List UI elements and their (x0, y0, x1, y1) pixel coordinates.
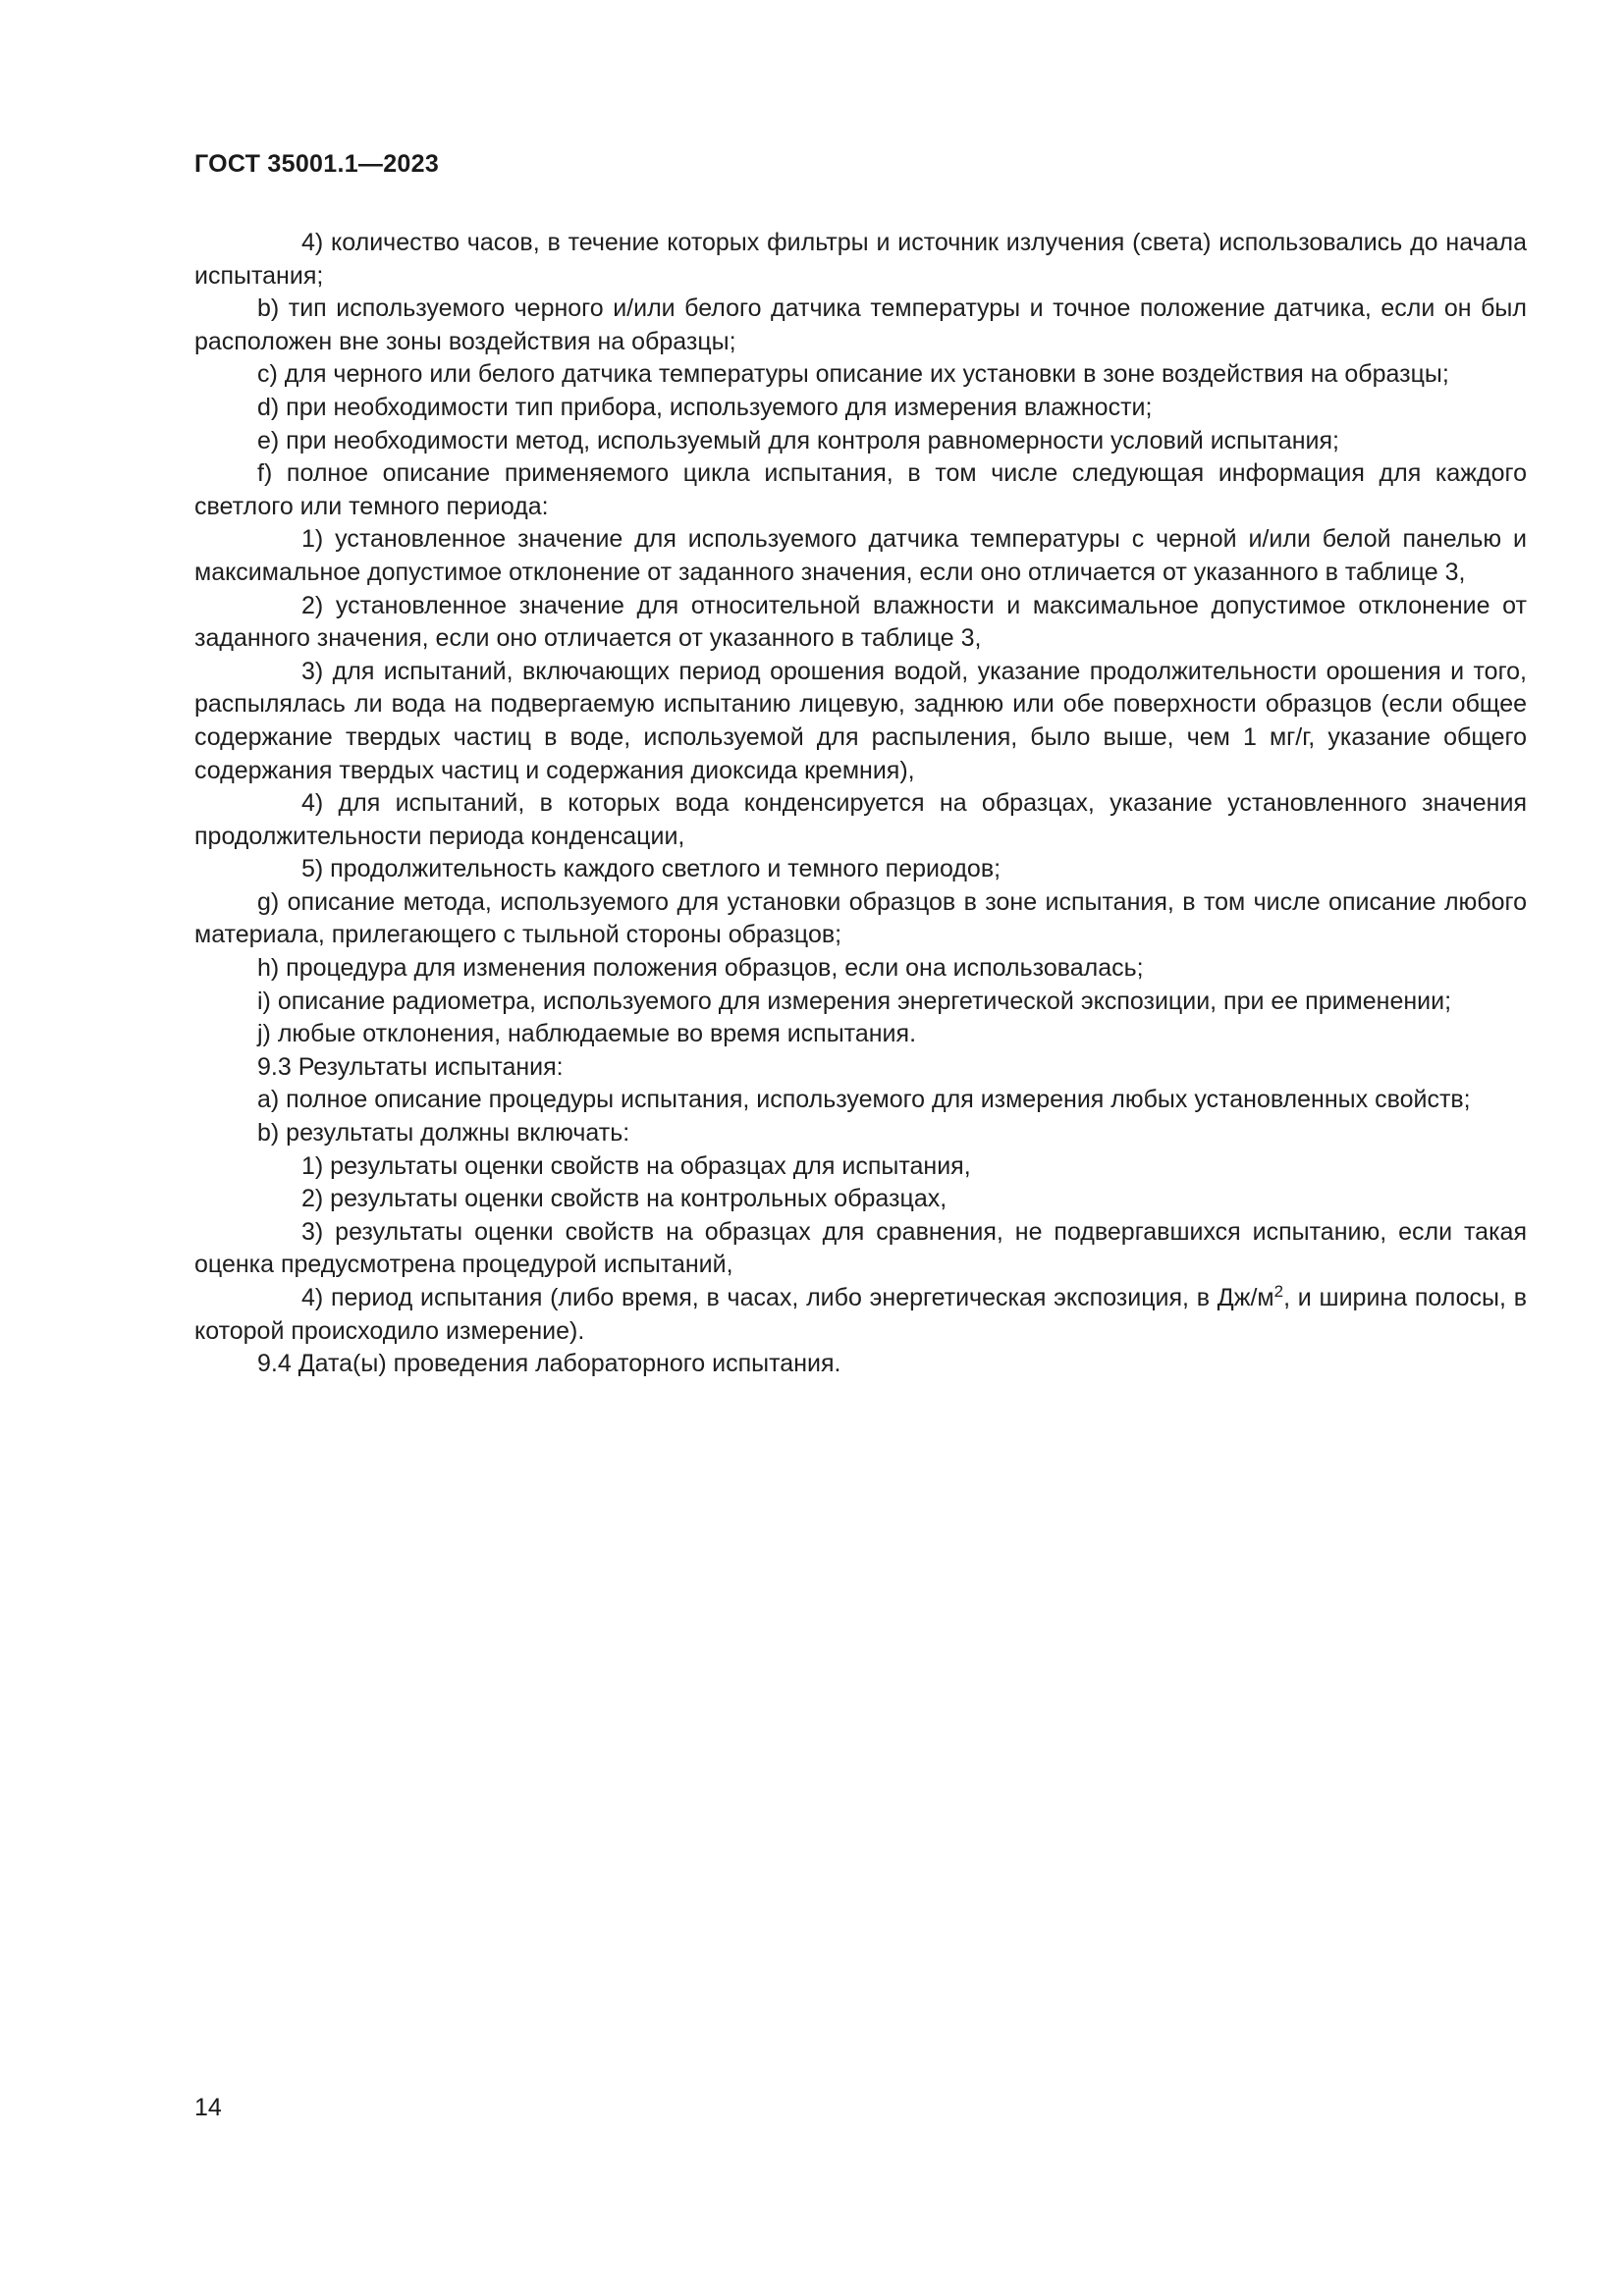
list-item: f) полное описание применяемого цикла испытания, в том числе следующая информация для каждого светлого или темного периода: (194, 459, 1527, 520)
section-heading: 9.4 Дата(ы) проведения лабораторного испытания. (257, 1350, 841, 1378)
list-item: g) описание метода, используемого для установки образцов в зоне испытания, в том числе описание любого материала, прилегающего с тыльной стороны образцов; (194, 887, 1527, 949)
list-item: c) для черного или белого датчика температуры описание их установки в зоне воздействия на образцы; (257, 360, 1449, 389)
list-item: i) описание радиометра, используемого для измерения энергетической экспозиции, при ее применении; (257, 987, 1452, 1015)
section-heading: 9.3 Результаты испытания: (257, 1052, 564, 1081)
list-item-text-after: , и ширина полосы, в которой происходило измерение). (194, 1284, 1527, 1345)
list-item: b) тип используемого черного и/или белого датчика температуры и точное положение датчика, если он был расположен вне зоны воздействия на образцы; (194, 294, 1527, 355)
list-item-text-before: 4) период испытания (либо время, в часах, либо энергетическая экспозиция, в Дж/м (301, 1284, 1274, 1311)
list-item: 4) количество часов, в течение которых фильтры и источник излучения (света) использовались до начала испытания; (194, 229, 1527, 290)
list-item: j) любые отклонения, наблюдаемые во время испытания. (257, 1020, 917, 1048)
list-item: 1) установленное значение для используемого датчика температуры с черной и/или белой панелью и максимальное допустимое отклонение от заданного значения, если оно отличается от указанного в таблице 3, (194, 525, 1527, 586)
list-item: 3) для испытаний, включающих период орошения водой, указание продолжительности орошения и того, распылялась ли вода на подвергаемую испытанию лицевую, заднюю или обе поверхности образцов (если общее содержание твердых частиц в воде, используемой для распыления, было выше, чем 1 мг/г, указание общего содержания твердых частиц и содержания диоксида кремния), (194, 657, 1527, 784)
document-body (194, 227, 1527, 1381)
list-item: a) полное описание процедуры испытания, используемого для измерения любых установленных свойств; (257, 1086, 1471, 1114)
document-header: ГОСТ 35001.1—2023 (194, 150, 440, 178)
list-item: e) при необходимости метод, используемый для контроля равномерности условий испытания; (257, 426, 1339, 454)
list-item: h) процедура для изменения положения образцов, если она использовалась; (257, 954, 1144, 983)
list-item: 2) установленное значение для относительной влажности и максимальное допустимое отклонение от заданного значения, если оно отличается от указанного в таблице 3, (194, 591, 1527, 653)
superscript: 2 (1273, 1282, 1284, 1301)
page-number: 14 (194, 2094, 222, 2121)
list-item: 2) результаты оценки свойств на контрольных образцах, (301, 1185, 947, 1213)
list-item: 1) результаты оценки свойств на образцах для испытания, (301, 1151, 971, 1180)
list-item: 4) для испытаний, в которых вода конденсируется на образцах, указание установленного значения продолжительности периода конденсации, (194, 789, 1527, 850)
list-item: d) при необходимости тип прибора, используемого для измерения влажности; (257, 393, 1153, 421)
list-item: b) результаты должны включать: (257, 1119, 630, 1148)
list-item: 5) продолжительность каждого светлого и темного периодов; (301, 855, 1001, 883)
list-item (194, 1282, 1527, 1348)
list-item: 3) результаты оценки свойств на образцах для сравнения, не подвергавшихся испытанию, если такая оценка предусмотрена процедурой испытаний, (194, 1217, 1527, 1279)
